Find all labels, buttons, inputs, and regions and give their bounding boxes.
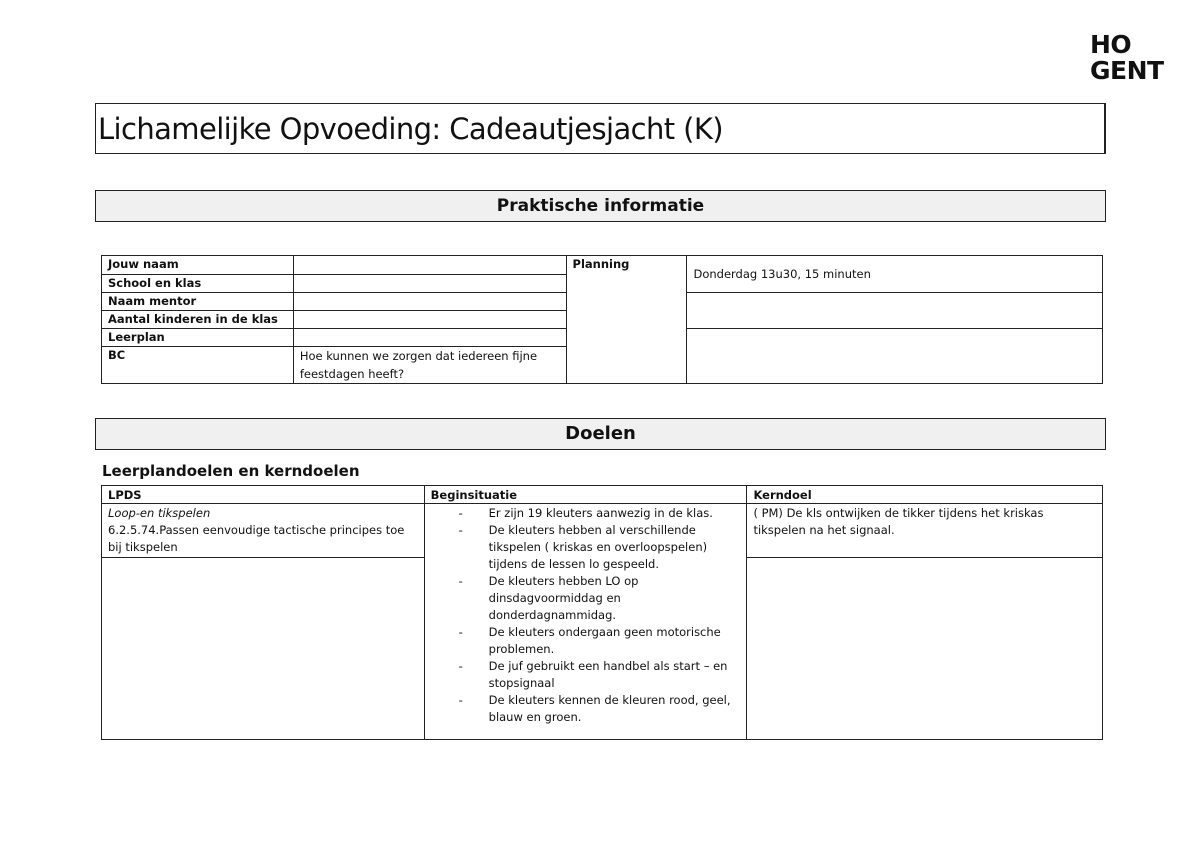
planning-value-3 (687, 329, 1103, 384)
list-item: - Er zijn 19 kleuters aanwezig in de klas. (459, 505, 741, 522)
beginsituatie-cell (424, 504, 747, 740)
practical-info-table (101, 255, 1103, 384)
row-value-children (293, 311, 566, 329)
beginsituatie-list (431, 505, 741, 726)
table-row (102, 256, 1103, 275)
lpds-title: Loop-en tikspelen (108, 506, 211, 520)
list-item: - De kleuters hebben LO op dinsdagvoormiddag en donderdagnammidag. (459, 573, 741, 624)
row-label-name: Jouw naam (102, 256, 294, 275)
kerndoel-text: ( PM) De kls ontwijken de tikker tijdens het kriskas tikspelen na het signaal. (753, 506, 1044, 537)
lpds-text: 6.2.5.74.Passen eenvoudige tactische principes toe bij tikspelen (108, 523, 405, 554)
planning-label: Planning (566, 256, 687, 384)
column-header-lpds: LPDS (102, 486, 425, 504)
row-value-school (293, 274, 566, 293)
logo-line-2: GENT (1090, 56, 1164, 85)
row-label-children: Aantal kinderen in de klas (102, 311, 294, 329)
planning-value-1: Donderdag 13u30, 15 minuten (687, 256, 1103, 293)
title-box (95, 103, 1106, 154)
list-item: - De kleuters ondergaan geen motorische problemen. (459, 624, 741, 658)
logo-line-1: HO (1090, 30, 1132, 59)
row-label-school: School en klas (102, 274, 294, 293)
page-title: Lichamelijke Opvoeding: Cadeautjesjacht (K) (98, 112, 724, 146)
planning-value-2 (687, 293, 1103, 329)
row-value-mentor (293, 293, 566, 311)
lpds-empty-cell (102, 558, 425, 740)
row-value-leerplan (293, 329, 566, 347)
list-item: - De kleuters hebben al verschillende tikspelen ( kriskas en overloopspelen) tijdens de lessen lo gespeeld. (459, 522, 741, 573)
goals-subheading: Leerplandoelen en kerndoelen (102, 462, 360, 480)
list-item: - De kleuters kennen de kleuren rood, geel, blauw en groen. (459, 692, 741, 726)
row-label-mentor: Naam mentor (102, 293, 294, 311)
row-label-leerplan: Leerplan (102, 329, 294, 347)
kerndoel-cell (747, 504, 1103, 558)
section-header-goals: Doelen (95, 418, 1106, 450)
table-row (102, 504, 1103, 558)
lpds-cell (102, 504, 425, 558)
list-item: - De juf gebruikt een handbel als start – en stopsignaal (459, 658, 741, 692)
row-value-bc: Hoe kunnen we zorgen dat iedereen fijne feestdagen heeft? (293, 347, 566, 384)
row-value-name (293, 256, 566, 275)
kerndoel-empty-cell (747, 558, 1103, 740)
row-label-bc: BC (102, 347, 294, 384)
table-header-row (102, 486, 1103, 504)
section-header-practical: Praktische informatie (95, 190, 1106, 222)
goals-table (101, 485, 1103, 740)
hogent-logo (1090, 32, 1164, 84)
column-header-beginsituatie: Beginsituatie (424, 486, 747, 504)
column-header-kerndoel: Kerndoel (747, 486, 1103, 504)
